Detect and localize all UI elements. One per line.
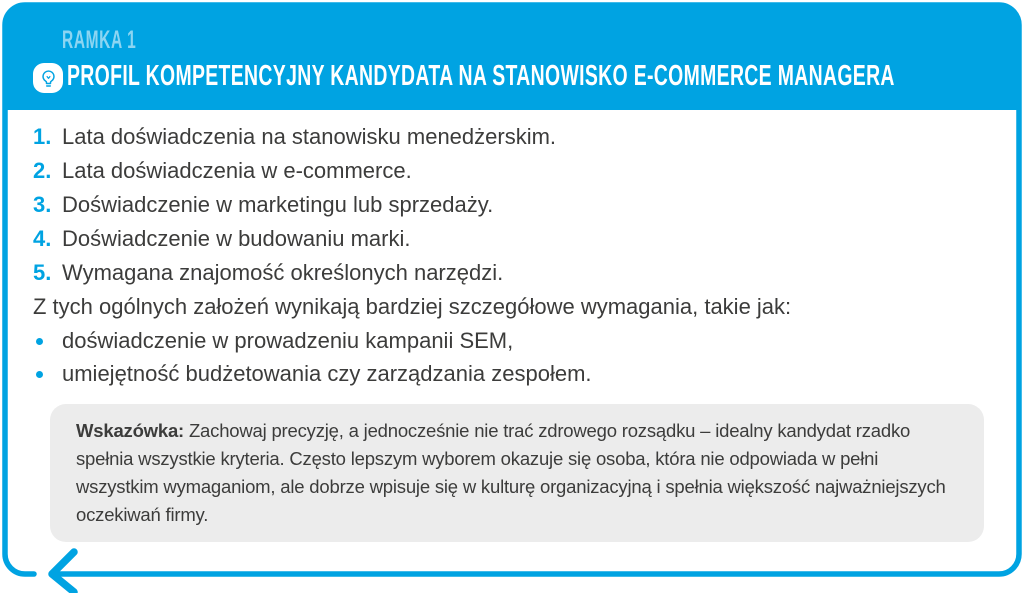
intro-paragraph: Z tych ogólnych założeń wynikają bardziej szczegółowe wymagania, takie jak: <box>33 294 792 319</box>
bullet-marker-cell <box>33 357 62 390</box>
frame-kicker <box>62 26 182 55</box>
hint-box <box>50 404 984 542</box>
item-text: Doświadczenie w marketingu lub sprzedaży. <box>62 192 494 217</box>
frame-header <box>4 4 1020 110</box>
bullet-item <box>33 357 988 390</box>
frame-title: PROFIL KOMPETENCYJNY KANDYDATA NA STANOWISKO E-COMMERCE MANAGERA <box>67 60 895 92</box>
item-text: Doświadczenie w budowaniu marki. <box>62 226 411 251</box>
lightbulb-icon <box>38 68 59 89</box>
bullet-dot-icon <box>36 371 43 378</box>
bullet-marker-cell <box>33 324 62 357</box>
bullet-text: doświadczenie w prowadzeniu kampanii SEM, <box>62 328 514 353</box>
item-number: 4. <box>33 226 52 251</box>
numbered-item <box>33 256 988 290</box>
hint-text: Zachowaj precyzję, a jednocześnie nie trać zdrowego rozsądku – idealny kandydat rzadko spełnia wszystkie kryteria. Często lepszym wyborem okazuje się osoba, która nie odpowiada w pełni wszystkim wymaganiom, ale dobrze wpisuje się w kulturę organizacyjną i spełnia większość najważniejszych oczekiwań firmy. <box>76 420 946 525</box>
item-number: 3. <box>33 192 52 217</box>
frame-title-row <box>67 60 1024 93</box>
bullet-dot-icon <box>36 338 43 345</box>
item-text: Lata doświadczenia w e-commerce. <box>62 158 412 183</box>
item-number: 5. <box>33 260 52 285</box>
item-text: Lata doświadczenia na stanowisku menedżerskim. <box>62 124 557 149</box>
item-text: Wymagana znajomość określonych narzędzi. <box>62 260 504 285</box>
bullet-text: umiejętność budżetowania czy zarządzania zespołem. <box>62 361 592 386</box>
numbered-item <box>33 222 988 256</box>
frame-body <box>33 120 988 542</box>
bullet-item <box>33 324 988 357</box>
numbered-item <box>33 120 988 154</box>
numbered-item <box>33 154 988 188</box>
left-arrow-icon <box>52 552 74 592</box>
lightbulb-badge <box>33 63 63 93</box>
frame-kicker-label: RAMKA 1 <box>62 26 137 54</box>
item-number: 1. <box>33 124 52 149</box>
hint-label: Wskazówka: <box>76 420 185 441</box>
item-number: 2. <box>33 158 52 183</box>
numbered-item <box>33 188 988 222</box>
